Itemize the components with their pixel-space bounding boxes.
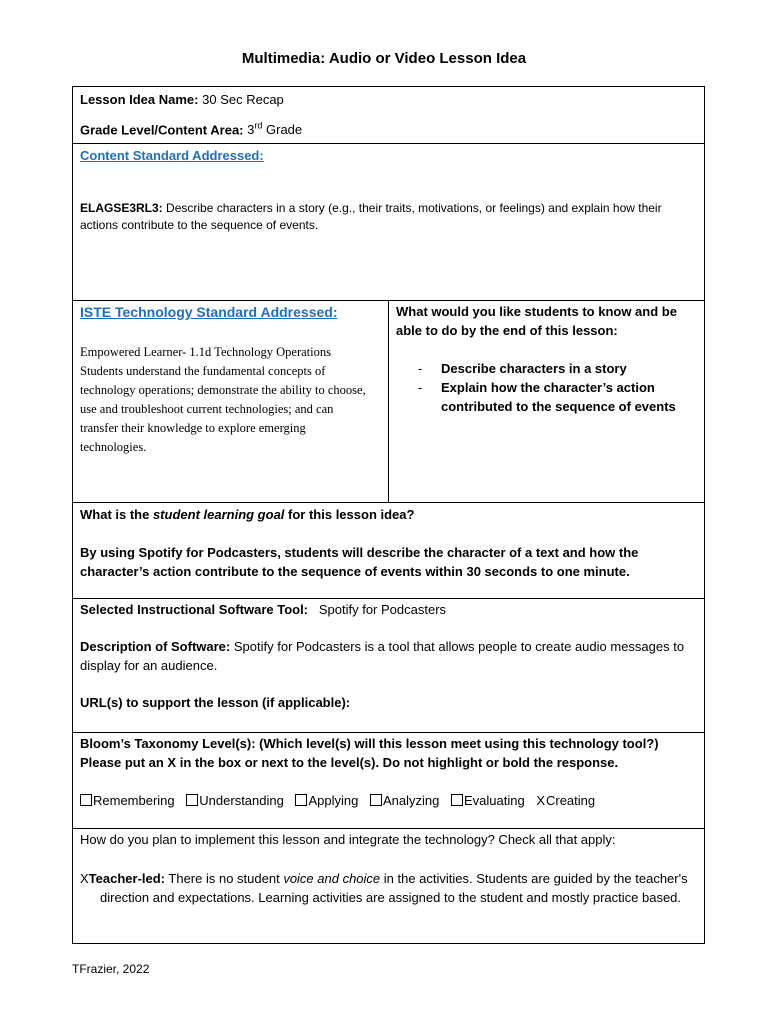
footer-credit: TFrazier, 2022 [72,962,150,976]
learning-goal-answer: By using Spotify for Podcasters, students will describe the character of a text and how the character’s action contribute to the sequence of events within 30 seconds to one minute. [80,545,639,579]
option-understanding[interactable]: Understanding [186,791,284,810]
option-analyzing[interactable]: Analyzing [370,791,439,810]
iste-text: Empowered Learner- 1.1d Technology Operations Students understand the fundamental concepts of technology operations; demonstrate the ability to choose, use and troubleshoot current technologies; and can transfer their knowledge to explore emerging technologies. [80,345,366,454]
lesson-table [72,86,705,944]
iste-heading[interactable]: ISTE Technology Standard Addressed: [80,304,338,320]
lesson-name-value: 30 Sec Recap [202,92,284,107]
implement-question: How do you plan to implement this lesson and integrate the technology? Check all that apply: [80,832,616,847]
learning-goal-question: What is the student learning goal for this lesson idea? [80,507,415,522]
content-standard-heading[interactable]: Content Standard Addressed: [80,148,264,163]
content-standard-text: ELAGSE3RL3: Describe characters in a story (e.g., their traits, motivations, or feelings) and explain how their actions contribute to the sequence of events. [80,201,662,232]
software-tool-line: Selected Instructional Software Tool: Spotify for Podcasters [80,602,447,617]
software-description: Description of Software: Spotify for Podcasters is a tool that allows people to create audio messages to display for an audience. [80,639,685,673]
outcomes-cell [389,301,704,502]
learning-goal-row [73,503,704,599]
checkbox-icon[interactable] [451,794,463,806]
option-creating[interactable]: XCreating [536,793,596,808]
software-url-label: URL(s) to support the lesson (if applicable): [80,695,351,710]
blooms-options [80,791,696,810]
implement-teacher-led: XTeacher-led: There is no student voice and choice in the activities. Students are guided by the teacher's direction and expectations. Learning activities are assigned to the student and mostly practice based. [80,871,688,905]
software-tool-value: Spotify for Podcasters [318,602,447,617]
software-row [73,599,704,733]
iste-cell [73,301,389,502]
blooms-row [73,733,704,829]
x-mark-icon: X [536,793,545,808]
option-evaluating[interactable]: Evaluating [451,791,525,810]
checkbox-icon[interactable] [80,794,92,806]
option-remembering[interactable]: Remembering [80,791,175,810]
checkbox-icon[interactable] [186,794,198,806]
grade-value: 3rd Grade [247,121,303,138]
list-item: - Explain how the character’s action contributed to the sequence of events [396,378,696,416]
lesson-name-label: Lesson Idea Name: [80,92,199,107]
content-standard-row [73,144,704,301]
page-title: Multimedia: Audio or Video Lesson Idea [241,50,527,67]
standards-row [73,301,704,503]
checkbox-icon[interactable] [295,794,307,806]
option-applying[interactable]: Applying [295,791,358,810]
list-item: - Describe characters in a story [396,359,696,378]
outcomes-list [396,359,696,416]
grade-line [80,117,696,139]
x-mark-icon: X [80,871,89,886]
implement-row [73,829,704,943]
lesson-info-row [73,87,704,144]
checkbox-icon[interactable] [370,794,382,806]
outcomes-question: What would you like students to know and be able to do by the end of this lesson: [396,304,677,338]
blooms-question: Bloom’s Taxonomy Level(s): (Which level(s) will this lesson meet using this technology tool?) Please put an X in the box or next to the level(s). Do not highlight or bold the response. [80,736,659,770]
lesson-name-line [80,90,696,109]
grade-label: Grade Level/Content Area: [80,122,244,138]
